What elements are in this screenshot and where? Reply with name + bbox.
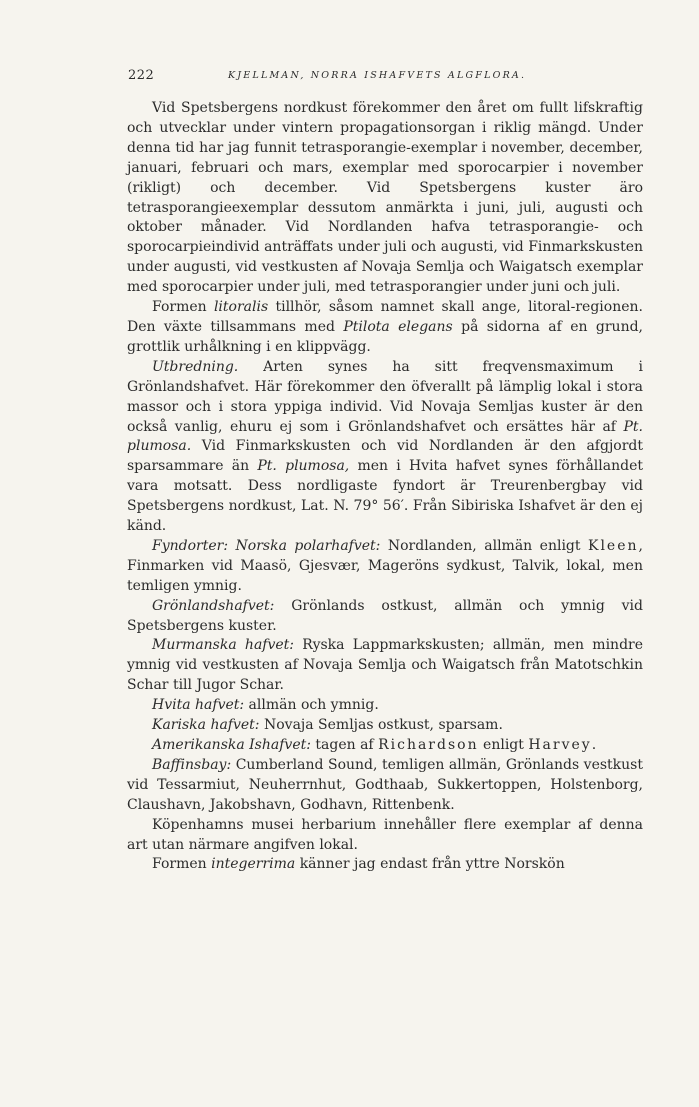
- paragraph-gronlandshafvet: [127, 597, 643, 637]
- paragraph-integerrima: [127, 855, 643, 875]
- text-run: Grönlands ostkust, allmän och ymnig vid Spetsbergens kuster.: [127, 597, 643, 634]
- paragraph-amerikanska: [127, 736, 643, 756]
- taxon-name: Pt. plumosa.: [127, 418, 643, 455]
- paragraph-kopenhamn: [127, 816, 643, 856]
- paragraph-baffinsbay: [127, 756, 643, 816]
- text-run: Nordlanden, allmän enligt: [380, 537, 588, 554]
- taxon-name: Pt. plumosa,: [257, 458, 350, 475]
- text-run: Vid Finmarkskusten och vid Nordlanden är den afgjordt sparsammare än: [127, 438, 643, 475]
- section-label: Fyndorter: Norska polarhafvet:: [152, 537, 381, 554]
- text-run: Cumberland Sound, temligen allmän, Grönlands vestkust vid Tessarmiut, Neuherrnhut, Godthaab, Sukkertoppen, Holstenborg, Claushavn, Jakobshavn, Godhavn, Rittenbenk.: [127, 756, 643, 813]
- paragraph-text: Vid Spetsbergens nordkust förekommer den året om fullt lifskraftig och utvecklar under vintern propagationsorgan i riklig mängd. Under denna tid har jag funnit tetrasporangie-exemplar i november, december, januari, februari och mars, exemplar med sporocarpier i november (rikligt) och december. Vid Spetsbergens kuster äro tetrasporangieexemplar dessutom anmärkta i juni, juli, augusti och oktober månader. Vid Nordlanden hafva tetrasporangie- och sporocarpieindivid anträffats under juli och augusti, vid Finmarkskusten under augusti, vid vestkusten af Novaja Semlja och Waigatsch exemplar med sporocarpier under juli, med tetrasporangier under juni och juli.: [127, 100, 643, 296]
- section-label: Grönlandshafvet:: [152, 597, 275, 614]
- section-label: Hvita hafvet:: [152, 697, 245, 714]
- text-run: Formen: [152, 299, 214, 316]
- author-name: Richardson: [378, 737, 479, 753]
- text-run: Formen: [152, 856, 212, 873]
- text-run: på sidorna af en grund, grottlik urhålkning i en klippvägg.: [127, 318, 643, 355]
- section-label: Murmanska hafvet:: [152, 637, 295, 654]
- text-run: känner jag endast från yttre Norskön: [295, 856, 565, 873]
- paragraph-utbredning: [127, 358, 643, 537]
- paragraph-hvita: [127, 696, 643, 716]
- section-label: Kariska hafvet:: [152, 717, 260, 734]
- text-run: allmän och ymnig.: [244, 697, 379, 714]
- text-run: tillhör, såsom namnet skall ange, litoral-regionen. Den växte tillsammans med: [127, 299, 643, 335]
- text-run: Arten synes ha sitt freqvensmaximum i Grönlandshafvet. Här förekommer den öfverallt på lämplig lokal i stora massor och i stora yppiga individ. Vid Novaja Semljas kuster är den också vanlig, ehuru ej som i Grönlandshafvet och ersättes här af: [127, 358, 643, 435]
- section-label: Baffinsbay:: [152, 756, 232, 773]
- text-run: men i Hvita hafvet synes förhållandet vara motsatt. Dess nordligaste fyndort är Treurenbergbay vid Spetsbergens nordkust, Lat. N. 79° 56′. Från Sibiriska Ishafvet är den ej känd.: [127, 458, 643, 535]
- page-header: [0, 68, 699, 88]
- taxon-name: Ptilota elegans: [343, 318, 453, 335]
- section-label: Utbredning.: [152, 358, 239, 375]
- paragraph-kariska: [127, 716, 643, 736]
- paragraph-text: Köpenhamns musei herbarium innehåller flere exemplar af denna art utan närmare angifven lokal.: [127, 816, 643, 853]
- paragraph-litoralis: [127, 298, 643, 358]
- author-name: Kleen: [588, 537, 639, 554]
- running-head: KJELLMAN, NORRA ISHAFVETS ALGFLORA.: [228, 70, 527, 81]
- paragraph-murmanska: [127, 636, 643, 696]
- paragraph-distribution-season: [127, 99, 643, 298]
- text-run: , Finmarken vid Maasö, Gjesvær, Mageröns sydkust, Talvik, lokal, men temligen ymnig.: [127, 537, 643, 594]
- page-number: 222: [128, 68, 155, 83]
- text-run: Novaja Semljas ostkust, sparsam.: [259, 717, 503, 734]
- taxon-name: integerrima: [211, 856, 296, 873]
- section-label: Amerikanska Ishafvet:: [152, 737, 311, 753]
- text-run: Ryska Lappmarkskusten; allmän, men mindre ymnig vid vestkusten af Novaja Semlja och Waigatsch från Matotschkin Schar till Jugor Schar.: [127, 637, 644, 694]
- taxon-name: litoralis: [213, 299, 269, 316]
- body-text: [127, 99, 643, 875]
- paragraph-fyndorter: [127, 537, 643, 597]
- text-run: .: [591, 737, 597, 753]
- text-run: enligt: [478, 737, 529, 753]
- text-run: tagen af: [310, 737, 379, 753]
- author-name: Harvey: [528, 737, 592, 753]
